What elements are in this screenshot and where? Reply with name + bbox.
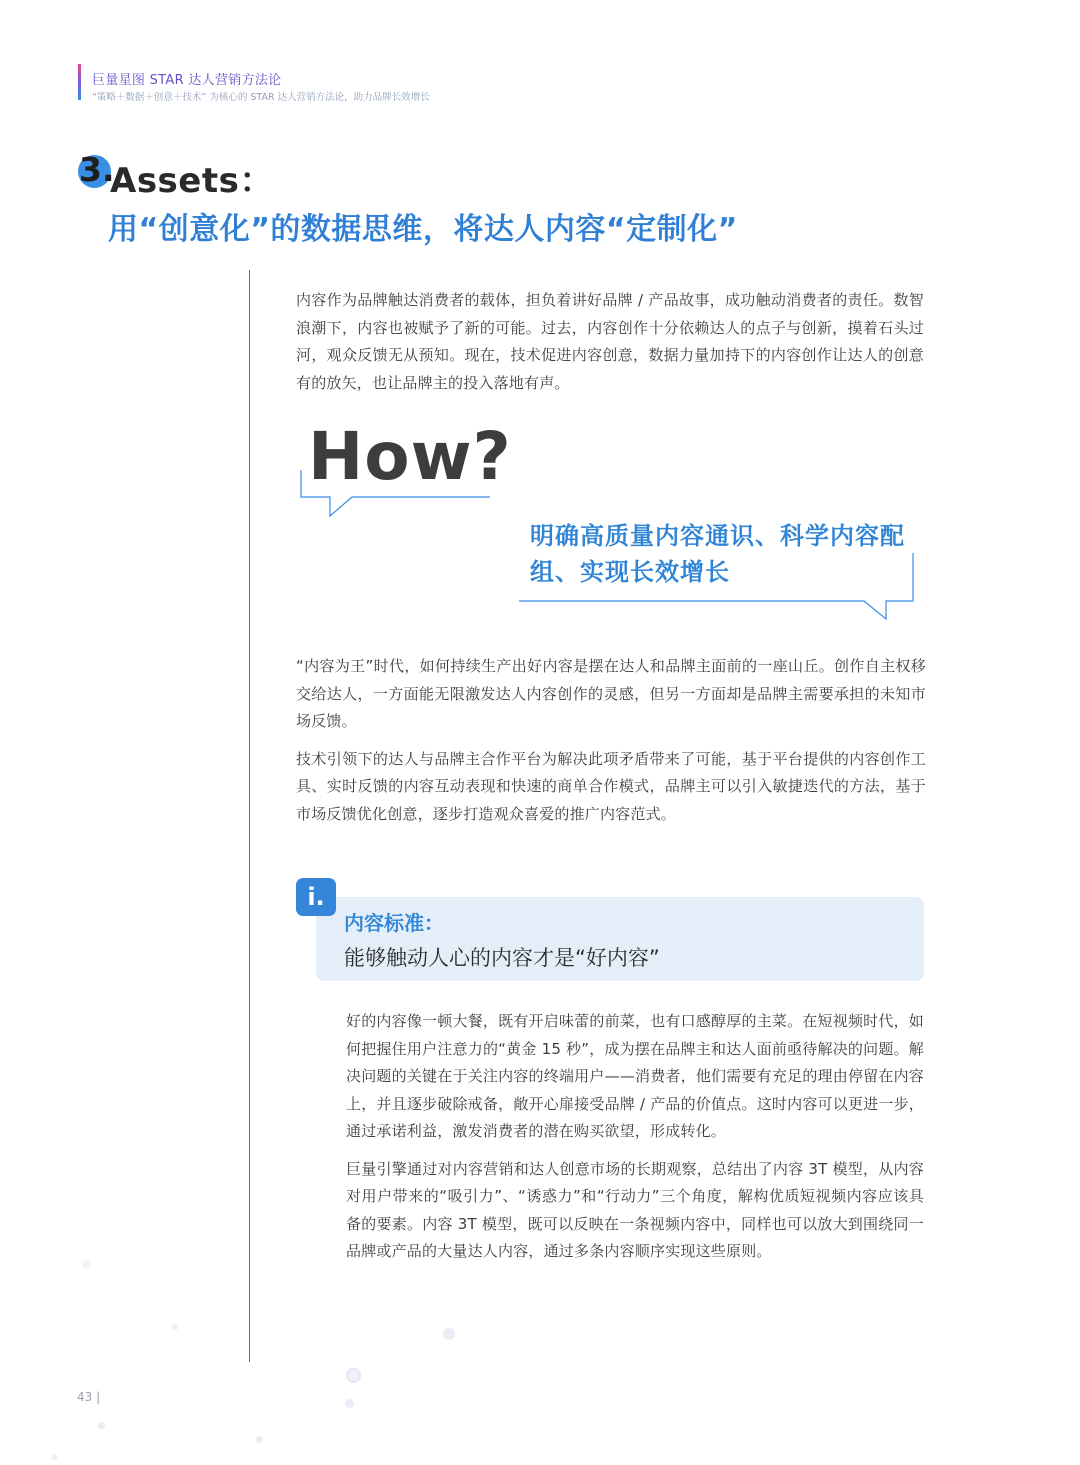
header-title: 巨量星图 STAR 达人营销方法论 [92, 73, 282, 88]
detail-text [346, 1008, 924, 1266]
info-text: 能够触动人心的内容才是“好内容” [344, 946, 660, 970]
decorative-dot [256, 1436, 263, 1443]
header-subtitle: “策略＋数据＋创意＋技术” 为核心的 STAR 达人营销方法论，助力品牌长效增长 [92, 92, 430, 103]
section-subtitle: 用“创意化”的数据思维，将达人内容“定制化” [108, 212, 738, 247]
decorative-dot [52, 1455, 57, 1460]
detail-paragraph-2: 巨量引擎通过对内容营销和达人创意市场的长期观察，总结出了内容 3T 模型，从内容对用户带来的“吸引力”、“诱惑力”和“行动力”三个角度，解构优质短视频内容应该具备的要素。内容 3T 模型，既可以反映在一条视频内容中，同样也可以放大到围绕同一品牌或产品的大量达人内容，通过多条内容顺序实现这些原则。 [346, 1159, 924, 1260]
decorative-dot [345, 1399, 354, 1408]
how-heading: How? [308, 418, 512, 495]
intro-paragraph: 内容作为品牌触达消费者的载体，担负着讲好品牌 / 产品故事，成功触动消费者的责任。数智浪潮下，内容也被赋予了新的可能。过去，内容创作十分依赖达人的点子与创新，摸着石头过河，观众反馈无从预知。现在，技术促进内容创意，数据力量加持下的内容创作让达人的创意有的放矢，也让品牌主的投入落地有声。 [296, 291, 924, 392]
page-number: 43 | [77, 1390, 101, 1404]
decorative-dot [346, 1368, 361, 1383]
decorative-dot [172, 1324, 178, 1330]
body-text [296, 653, 926, 828]
decorative-dot [443, 1328, 455, 1340]
how-answer: 明确高质量内容通识、科学内容配组、实现长效增长 [530, 522, 905, 586]
section-name: Assets： [110, 161, 274, 201]
decorative-dot [82, 1260, 91, 1269]
body-paragraph-1: “内容为王”时代，如何持续生产出好内容是摆在达人和品牌主面前的一座山丘。创作自主权移交给达人，一方面能无限激发达人内容创作的灵感，但另一方面却是品牌主需要承担的未知市场反馈。 [296, 657, 926, 730]
section-number: 3. [79, 150, 115, 189]
info-icon-label: i. [307, 883, 325, 911]
body-paragraph-2: 技术引领下的达人与品牌主合作平台为解决此项矛盾带来了可能，基于平台提供的内容创作工具、实时反馈的内容互动表现和快速的商单合作模式，品牌主可以引入敏捷迭代的方法，基于市场反馈优化创意，逐步打造观众喜爱的推广内容范式。 [296, 749, 926, 823]
detail-paragraph-1: 好的内容像一顿大餐，既有开启味蕾的前菜，也有口感醇厚的主菜。在短视频时代，如何把握住用户注意力的“黄金 15 秒”，成为摆在品牌主和达人面前亟待解决的问题。解决问题的关键在于关注内容的终端用户——消费者，他们需要有充足的理由停留在内容上，并且逐步破除戒备，敞开心扉接受品牌 / 产品的价值点。这时内容可以更进一步，通过承诺利益，激发消费者的潜在购买欲望，形成转化。 [346, 1012, 924, 1140]
decorative-dot [98, 1422, 105, 1429]
info-title: 内容标准： [344, 911, 444, 935]
